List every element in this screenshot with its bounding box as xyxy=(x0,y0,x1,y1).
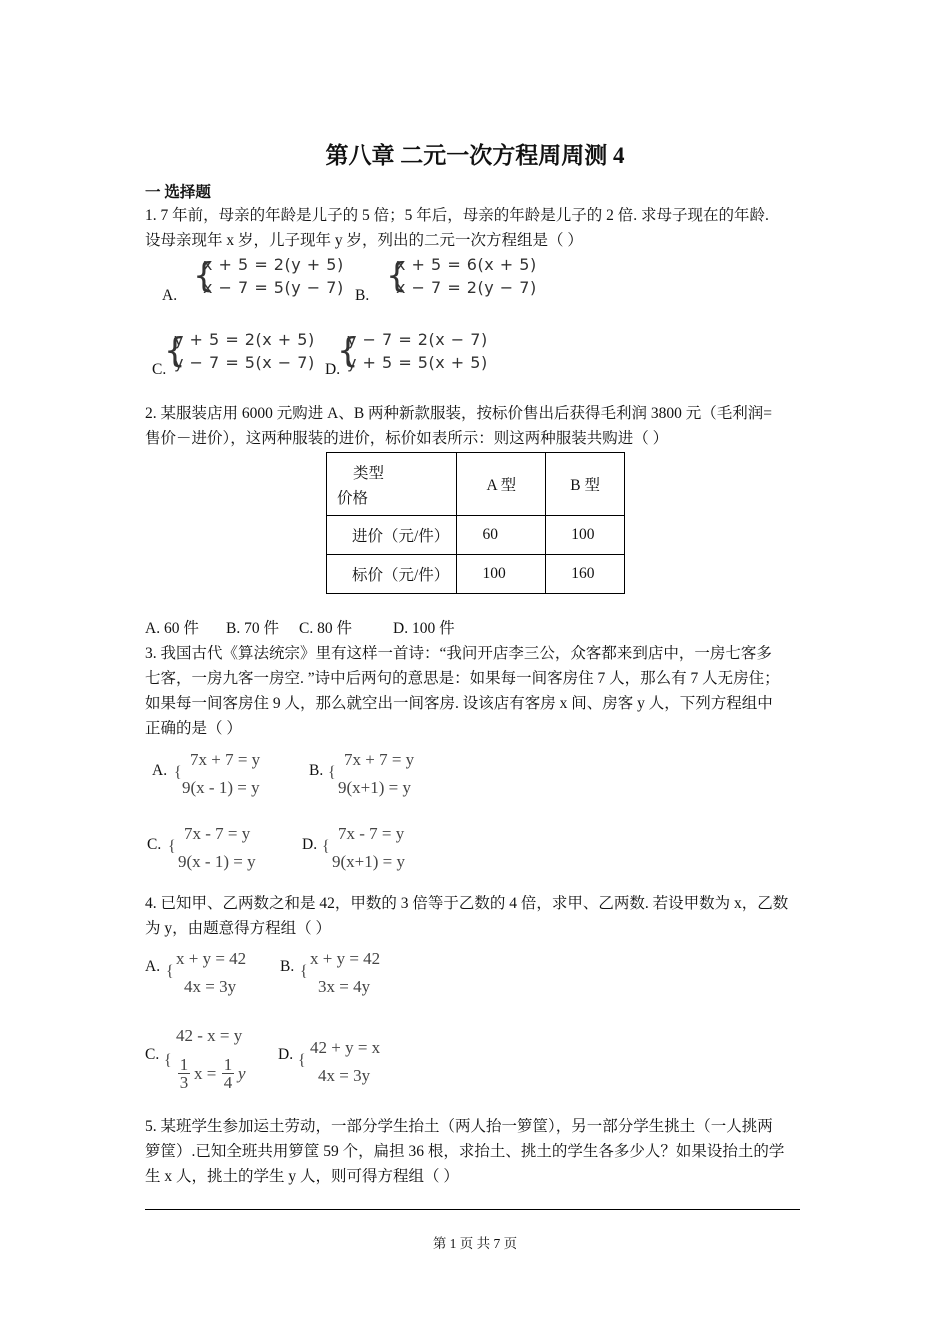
brace-icon: { xyxy=(174,764,182,781)
q3-option-a-eq1: 7x + 7 = y xyxy=(190,750,261,769)
table-corner-cell xyxy=(327,453,457,516)
q3-option-c-eq2: 9(x - 1) = y xyxy=(178,852,256,871)
q4-option-a-system xyxy=(166,949,276,1001)
table-cell: 100 xyxy=(546,516,625,555)
q3-stem-line2: 七客，一房九客一房空. ”诗中后两句的意思是：如果每一间客房住 7 人，那么有 7 人无房住； xyxy=(145,670,780,687)
brace-icon: { xyxy=(164,1052,172,1069)
q1-option-a-eq2: x − 7 = 5(y − 7) xyxy=(203,278,344,297)
q1-option-d-eq1: y − 7 = 2(x − 7) xyxy=(347,330,488,349)
q2-option-b: B. 70 件 xyxy=(226,620,279,637)
q5-stem-line1: 5. 某班学生参加运土劳动，一部分学生抬土（两人抬一箩筐），另一部分学生挑土（一人挑两 xyxy=(145,1118,773,1135)
table-row-label: 标价（元/件） xyxy=(327,555,457,594)
q3-option-b-system xyxy=(328,750,448,802)
table-row xyxy=(327,555,625,594)
q3-stem-line4: 正确的是（ ） xyxy=(145,720,242,737)
brace-icon: { xyxy=(168,838,176,855)
q4-stem-line2: 为 y，由题意得方程组（ ） xyxy=(145,920,332,937)
price-table xyxy=(326,452,625,594)
q4-option-c-system xyxy=(164,1026,274,1104)
section-heading: 一 选择题 xyxy=(145,184,211,201)
q3-option-b-label: B. xyxy=(309,762,324,779)
q4-stem-line1: 4. 已知甲、乙两数之和是 42，甲数的 3 倍等于乙数的 4 倍，求甲、乙两数. 若设甲数为 x，乙数 xyxy=(145,895,789,912)
q4-option-b-system xyxy=(300,949,410,1001)
q3-option-d-eq1: 7x - 7 = y xyxy=(338,824,405,843)
brace-icon: { xyxy=(300,963,308,980)
table-row xyxy=(327,516,625,555)
q4-option-d-eq2: 4x = 3y xyxy=(318,1066,371,1085)
q1-option-a-eq1: x + 5 = 2(y + 5) xyxy=(203,255,344,274)
q1-option-b-label: B. xyxy=(355,287,370,304)
fraction-denominator: 3 xyxy=(179,1073,189,1092)
page-footer: 第 1 页 共 7 页 xyxy=(432,1236,518,1251)
q3-option-b-eq2: 9(x+1) = y xyxy=(338,778,411,797)
brace-icon: { xyxy=(166,963,174,980)
fraction-one-third xyxy=(178,1056,190,1091)
q4-option-a-label: A. xyxy=(145,958,161,975)
q2-option-d: D. 100 件 xyxy=(393,620,455,637)
q2-stem-line2: 售价－进价），这两种服装的进价，标价如表所示：则这两种服装共购进（ ） xyxy=(145,430,669,447)
table-cell: 60 xyxy=(457,516,546,555)
q3-option-a-eq2: 9(x - 1) = y xyxy=(182,778,260,797)
table-row-label: 进价（元/件） xyxy=(327,516,457,555)
table-header-a: A 型 xyxy=(457,453,546,516)
q1-option-b-eq1: x + 5 = 6(x + 5) xyxy=(396,255,537,274)
brace-icon: { xyxy=(337,331,360,371)
q5-stem-line3: 生 x 人，挑土的学生 y 人，则可得方程组（ ） xyxy=(145,1168,459,1185)
q3-option-a-system xyxy=(174,750,294,802)
brace-icon: { xyxy=(386,256,409,296)
q2-option-c: C. 80 件 xyxy=(299,620,352,637)
q4-option-c-eq2-end: y xyxy=(238,1064,246,1083)
q3-option-b-eq1: 7x + 7 = y xyxy=(344,750,415,769)
q1-option-c-eq1: y + 5 = 2(x + 5) xyxy=(174,330,315,349)
q4-option-c-eq1: 42 - x = y xyxy=(176,1026,243,1045)
q1-option-d-eq2: y + 5 = 5(x + 5) xyxy=(347,353,488,372)
q4-option-a-eq2: 4x = 3y xyxy=(184,977,237,996)
fraction-one-fourth xyxy=(222,1056,234,1091)
q1-option-b-eq2: x − 7 = 2(y − 7) xyxy=(396,278,537,297)
q4-option-d-eq1: 42 + y = x xyxy=(310,1038,381,1057)
q5-stem-line2: 箩筐）.已知全班共用箩筐 59 个，扁担 36 根，求抬土、挑土的学生各多少人？如果设抬土的学 xyxy=(145,1143,785,1160)
q1-stem-line2: 设母亲现年 x 岁，儿子现年 y 岁，列出的二元一次方程组是（ ） xyxy=(145,232,583,249)
q3-option-a-label: A. xyxy=(152,762,168,779)
q3-option-d-eq2: 9(x+1) = y xyxy=(332,852,405,871)
q4-option-a-eq1: x + y = 42 xyxy=(176,949,247,968)
q4-option-d-system xyxy=(298,1038,408,1090)
q1-stem-line1: 1. 7 年前，母亲的年龄是儿子的 5 倍；5 年后，母亲的年龄是儿子的 2 倍. 求母子现在的年龄. xyxy=(145,207,769,224)
table-corner-bottom: 价格 xyxy=(337,490,369,507)
fraction-numerator: 1 xyxy=(223,1055,233,1074)
q2-option-a: A. 60 件 xyxy=(145,620,199,637)
q4-option-c-eq2-mid: x = xyxy=(194,1064,217,1083)
q3-stem-line1: 3. 我国古代《算法统宗》里有这样一首诗：“我问开店李三公，众客都来到店中，一房七客多 xyxy=(145,645,772,662)
brace-icon: { xyxy=(328,764,336,781)
q3-option-c-label: C. xyxy=(147,836,162,853)
q4-option-d-label: D. xyxy=(278,1046,294,1063)
q1-option-c-system xyxy=(164,330,324,378)
fraction-numerator: 1 xyxy=(179,1055,189,1074)
table-corner-top: 类型 xyxy=(353,465,385,482)
q1-option-c-eq2: y − 7 = 5(x − 7) xyxy=(174,353,315,372)
table-header-b: B 型 xyxy=(546,453,625,516)
brace-icon: { xyxy=(322,838,330,855)
q1-option-a-system xyxy=(193,255,353,303)
q3-option-c-eq1: 7x - 7 = y xyxy=(184,824,251,843)
q1-option-a-label: A. xyxy=(162,287,178,304)
table-cell: 160 xyxy=(546,555,625,594)
page-title: 第八章 二元一次方程周周测 4 xyxy=(325,143,625,168)
q3-option-d-label: D. xyxy=(302,836,318,853)
q3-option-c-system xyxy=(168,824,288,876)
q4-option-b-eq1: x + y = 42 xyxy=(310,949,381,968)
q3-option-d-system xyxy=(322,824,442,876)
q3-stem-line3: 如果每一间客房住 9 人，那么就空出一间客房. 设该店有客房 x 间、房客 y 人，下列方程组中 xyxy=(145,695,773,712)
q1-option-c-label: C. xyxy=(152,361,167,378)
table-cell: 100 xyxy=(457,555,546,594)
footer-divider xyxy=(145,1209,800,1210)
q4-option-c-label: C. xyxy=(145,1046,160,1063)
q4-option-b-eq2: 3x = 4y xyxy=(318,977,371,996)
q4-option-b-label: B. xyxy=(280,958,295,975)
q1-option-b-system xyxy=(386,255,546,303)
brace-icon: { xyxy=(193,256,216,296)
q2-stem-line1: 2. 某服装店用 6000 元购进 A、B 两种新款服装，按标价售出后获得毛利润 3800 元（毛利润= xyxy=(145,405,773,422)
fraction-denominator: 4 xyxy=(223,1073,233,1092)
q1-option-d-label: D. xyxy=(325,361,341,378)
q1-option-d-system xyxy=(337,330,497,378)
brace-icon: { xyxy=(164,331,187,371)
brace-icon: { xyxy=(298,1052,306,1069)
